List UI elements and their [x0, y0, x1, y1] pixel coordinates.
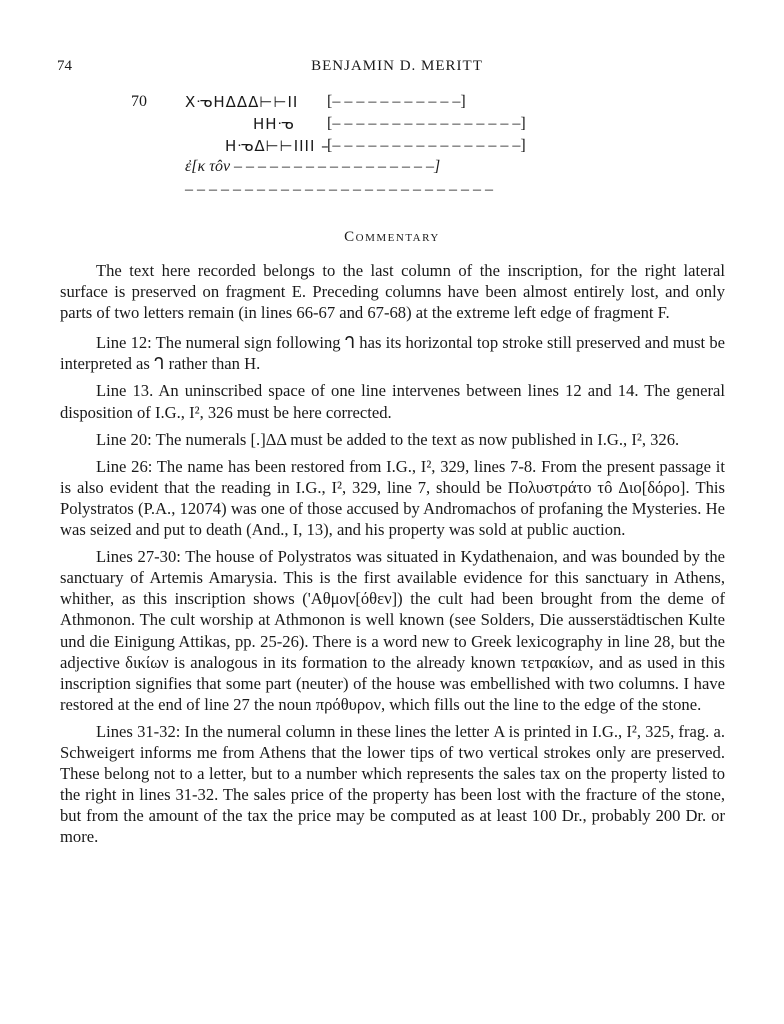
inscription-row2-bracket: [– – – – – – – – – – – – – – – –] — [327, 115, 526, 132]
inscription-row2-numerals: ΗΗᓉ — [253, 115, 295, 133]
commentary-paragraph: Lines 31-32: In the numeral column in these lines the letter Α is printed in I.G., I², 325, frag. a. Schweigert informs me from Athens that the lower tips of two vertical strokes only are preserved. These belong not to a letter, but to a number which represents the sales tax on the property listed to the right in lines 31-32. The sales price of the property has been lost with the fracture of the stone, but from the amount of the tax the price may be computed as at least 100 Dr., probably 200 Dr. or more. — [60, 721, 725, 847]
commentary-paragraph: Line 13. An uninscribed space of one line intervenes between lines 12 and 14. The general disposition of I.G., I², 326 must be here corrected. — [60, 381, 725, 422]
commentary-paragraph: Lines 27-30: The house of Polystratos was situated in Kydathenaion, and was bounded by the sanctuary of Artemis Amarysia. This is the first available evidence for this sanctuary in Athens, whither, as this inscription shows ('Αθμον[όθεν]) the cult had been brought from the deme of Athmonon. The cult worship at Athmonon is well known (see Solders, Die ausserstädtischen Kulte und die Einigung Attikas, pp. 25-26). There is a word new to Greek lexicography in line 28, but the adjective δικίων is analogous in its formation to the already known τετρακίων, and as used in this inscription signifies that some part (neuter) of the house was embellished with two columns. I have restored at the end of line 27 the noun πρόθυρον, which fills out the line to the edge of the stone. — [60, 547, 725, 714]
page-number: 74 — [57, 58, 72, 74]
inscription-line-number: 70 — [131, 93, 147, 110]
inscription-row1-numerals: ΧᓉΗΔΔΔ⊢⊢ΙΙ — [185, 93, 299, 111]
inscription-row3-bracket: [– – – – – – – – – – – – – – – –] — [327, 137, 526, 154]
inscription-row5: – – – – – – – – – – – – – – – – – – – – – – – – – – — [185, 181, 493, 198]
inscription-row4: ἐ[κ τôν – – – – – – – – – – – – – – – – –] — [185, 158, 441, 175]
commentary-body — [60, 260, 725, 847]
commentary-paragraph: Line 26: The name has been restored from I.G., I², 329, lines 7-8. From the present passage it is also evident that the reading in I.G., I², 329, line 7, should be Πολυστράτο τô Διο[δόρο]. This Polystratos (P.A., 12074) was one of those accused by Andromachos of profaning the Mysteries. He was seized and put to death (And., I, 13), and his property was sold at public auction. — [60, 456, 725, 540]
running-head: BENJAMIN D. MERITT — [311, 58, 483, 74]
commentary-paragraph: Line 20: The numerals [.]ΔΔ must be added to the text as now published in I.G., I², 326. — [96, 429, 680, 449]
commentary-heading: Commentary — [344, 229, 440, 245]
commentary-paragraph: Line 12: The numeral sign following ᒉ has its horizontal top stroke still preserved and must be interpreted as ᒉ rather than Η. — [60, 333, 725, 374]
inscription-row3-numerals: ΗᓉΔ⊢⊢ΙΙΙΙ – — [225, 137, 330, 155]
inscription-row1-bracket: [– – – – – – – – – – –] — [327, 93, 466, 110]
page-header — [57, 58, 737, 80]
commentary-paragraph: The text here recorded belongs to the last column of the inscription, for the right lateral surface is preserved on fragment E. Preceding columns have been almost entirely lost, and only parts of two letters remain (in lines 66-67 and 67-68) at the extreme left edge of fragment F. — [60, 261, 725, 323]
